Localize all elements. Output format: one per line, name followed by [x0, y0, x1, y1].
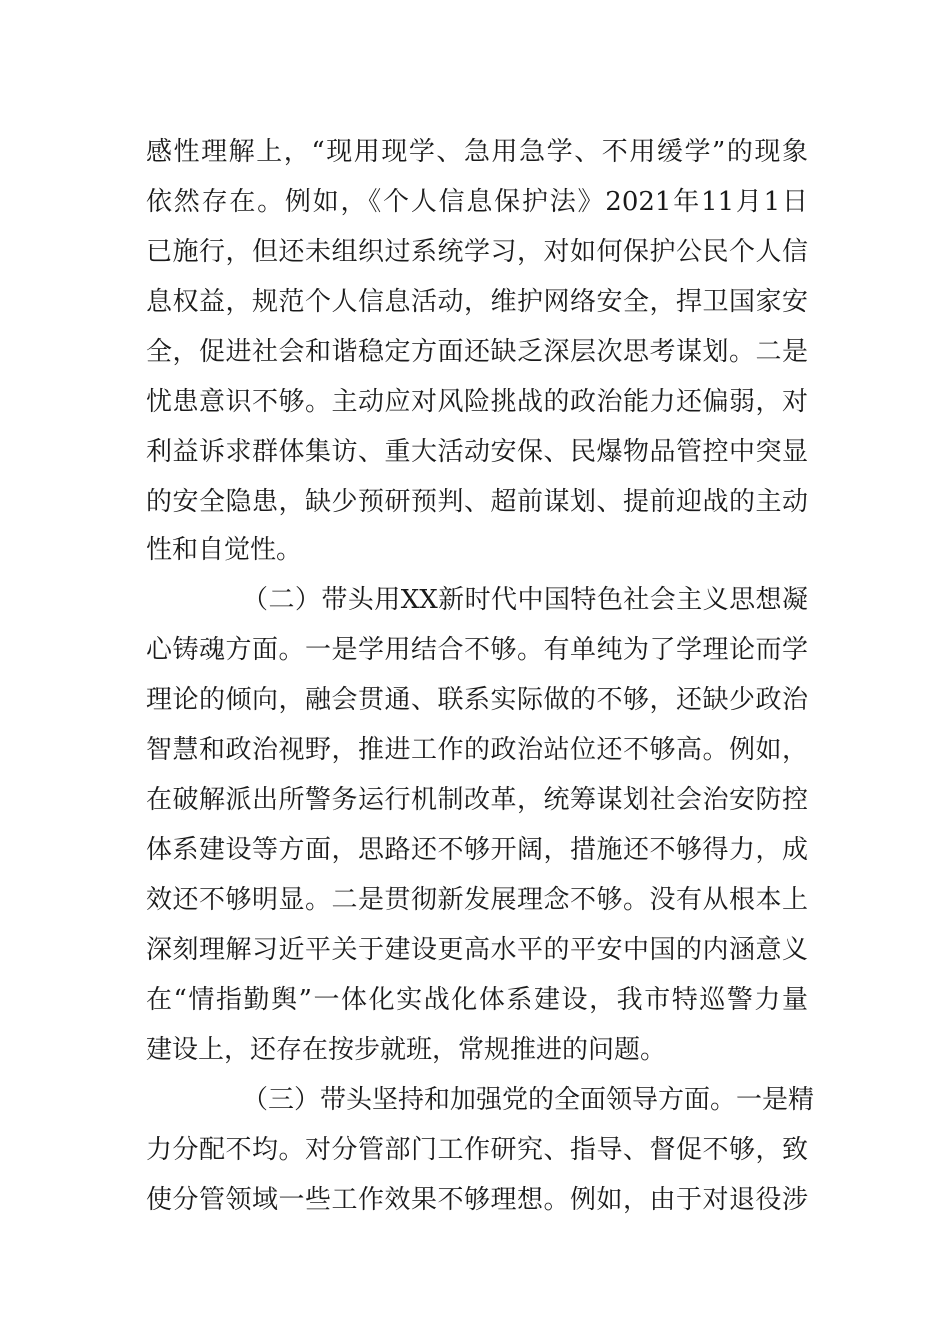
text-line: 忧患意识不够。主动应对风险挑战的政治能力还偏弱，对 — [146, 387, 808, 417]
text-line: 全，促进社会和谐稳定方面还缺乏深层次思考谋划。二是 — [146, 337, 808, 367]
text-line: 深刻理解习近平关于建设更高水平的平安中国的内涵意义 — [146, 935, 808, 965]
text-line: 力分配不均。对分管部门工作研究、指导、督促不够，致 — [146, 1135, 808, 1165]
text-line: 使分管领域一些工作效果不够理想。例如，由于对退役涉 — [146, 1185, 808, 1215]
text-line: 的安全隐患，缺少预研预判、超前谋划、提前迎战的主动 — [146, 487, 808, 517]
text-line: 已施行，但还未组织过系统学习，对如何保护公民个人信 — [146, 237, 808, 267]
text-line: 理论的倾向，融会贯通、联系实际做的不够，还缺少政治 — [146, 685, 808, 715]
section-heading-line: （三）带头坚持和加强党的全面领导方面。一是精 — [242, 1085, 815, 1115]
section-heading-line: （二）带头用XX新时代中国特色社会主义思想凝 — [242, 585, 808, 615]
text-line: 依然存在。例如，《个人信息保护法》2021年11月1日 — [146, 187, 808, 217]
text-line: 感性理解上，“现用现学、急用急学、不用缓学”的现象 — [146, 137, 808, 167]
text-line: 利益诉求群体集访、重大活动安保、民爆物品管控中突显 — [146, 437, 808, 467]
text-line: 息权益，规范个人信息活动，维护网络安全，捍卫国家安 — [146, 287, 808, 317]
text-line: 在破解派出所警务运行机制改革，统筹谋划社会治安防控 — [146, 785, 808, 815]
text-line: 建设上，还存在按步就班，常规推进的问题。 — [146, 1035, 667, 1065]
text-line: 效还不够明显。二是贯彻新发展理念不够。没有从根本上 — [146, 885, 808, 915]
text-line: 智慧和政治视野，推进工作的政治站位还不够高。例如， — [146, 735, 808, 765]
text-line: 性和自觉性。 — [146, 535, 303, 565]
text-line: 在“情指勤舆”一体化实战化体系建设，我市特巡警力量 — [146, 985, 808, 1015]
text-line: 心铸魂方面。一是学用结合不够。有单纯为了学理论而学 — [146, 635, 808, 665]
text-line: 体系建设等方面，思路还不够开阔，措施还不够得力，成 — [146, 835, 808, 865]
